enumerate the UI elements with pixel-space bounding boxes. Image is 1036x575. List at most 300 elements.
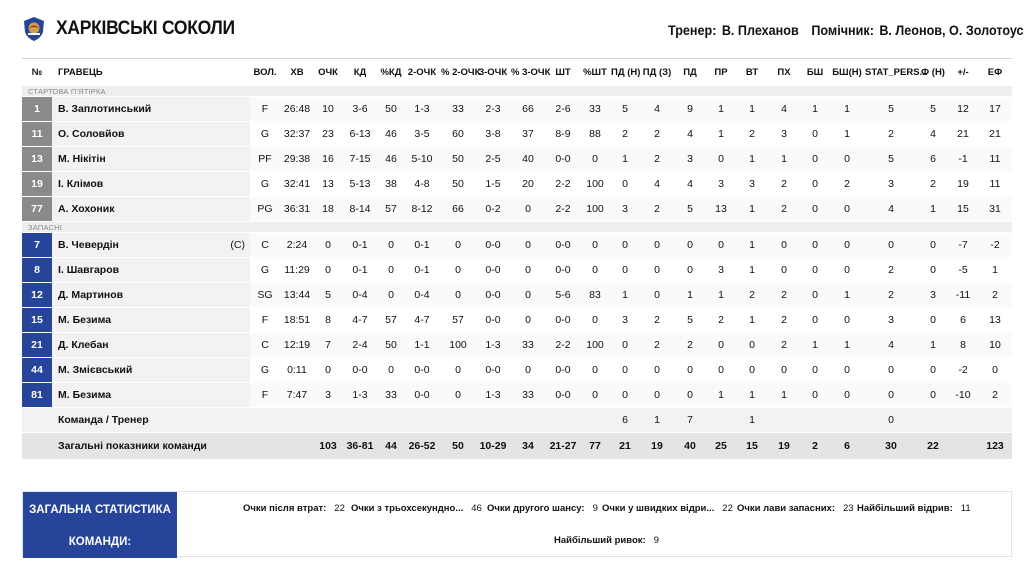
stat-cell: 2-2	[546, 333, 580, 358]
stat-cell: 1	[736, 308, 768, 333]
stat-cell: 0	[800, 308, 830, 333]
stat-cell: G	[250, 122, 280, 147]
stat-cell: 0	[736, 333, 768, 358]
stat-cell: 0-0	[546, 383, 580, 408]
stat-cell: 1	[918, 197, 948, 222]
section-label-row	[22, 86, 1012, 97]
column-header[interactable]: ВОЛ.	[253, 66, 277, 78]
player-name-cell[interactable]	[52, 283, 250, 308]
stat-cell: -1	[948, 147, 978, 172]
column-header[interactable]: +/-	[957, 66, 969, 78]
player-row[interactable]	[22, 383, 1012, 408]
stat-cell: 0-1	[404, 258, 440, 283]
stat-cell: 1	[706, 383, 736, 408]
stat-cell: 0	[640, 233, 674, 258]
stat-cell: 57	[440, 308, 476, 333]
stat-cell: 0	[674, 358, 706, 383]
stat-cell: 2-6	[546, 97, 580, 122]
stat-cell: 1	[736, 408, 768, 433]
stat-cell: 44	[378, 433, 404, 460]
stat-cell	[948, 408, 978, 433]
stat-cell: 2-5	[476, 147, 510, 172]
stat-points-off-turnovers: Очки після втрат: 22	[243, 503, 345, 514]
stat-cell: 21-27	[546, 433, 580, 460]
stat-cell: 0	[768, 258, 800, 283]
stat-cell: 2:24	[280, 233, 314, 258]
column-header[interactable]: ПД	[683, 66, 697, 78]
stat-cell: 19	[640, 433, 674, 460]
stat-cell: 3	[768, 122, 800, 147]
stat-cell: 0	[440, 233, 476, 258]
stat-cell: 0	[580, 258, 610, 283]
stat-cell: 9	[674, 97, 706, 122]
stat-cell	[768, 408, 800, 433]
stat-cell: 2	[768, 172, 800, 197]
stat-cell: 8	[948, 333, 978, 358]
stat-cell: 5-13	[342, 172, 378, 197]
stat-cell: G	[250, 172, 280, 197]
stat-cell	[546, 408, 580, 433]
stat-cell: 2	[978, 283, 1012, 308]
stat-cell: 10	[314, 97, 342, 122]
column-header[interactable]: 3-ОЧК	[478, 66, 508, 78]
stat-cell: 4-8	[404, 172, 440, 197]
jersey-number: 77	[22, 197, 52, 222]
stat-cell: 5-10	[404, 147, 440, 172]
stat-cell: 0	[610, 333, 640, 358]
stat-cell: 4	[918, 122, 948, 147]
stat-cell: 2-3	[476, 97, 510, 122]
stat-cell: 0	[830, 308, 864, 333]
stat-cell: 34	[510, 433, 546, 460]
player-row[interactable]	[22, 358, 1012, 383]
stat-cell: 3	[674, 147, 706, 172]
stat-cell	[342, 408, 378, 433]
column-header[interactable]: ЕФ	[987, 66, 1003, 78]
stat-cell: 36:31	[280, 197, 314, 222]
stat-cell: F	[250, 97, 280, 122]
team-logo-icon	[24, 17, 44, 41]
stat-cell: 15	[948, 197, 978, 222]
stat-cell: 0-0	[546, 308, 580, 333]
column-header[interactable]: БШ	[806, 66, 824, 78]
stat-cell: 0	[830, 258, 864, 283]
stat-cell: 1	[800, 333, 830, 358]
stat-cell: 0	[440, 383, 476, 408]
stat-cell: 3	[610, 308, 640, 333]
empty-cell	[22, 433, 52, 460]
team-summary-title	[23, 492, 177, 558]
stat-cell: 77	[580, 433, 610, 460]
stat-cell: 7	[314, 333, 342, 358]
jersey-number: 11	[22, 122, 52, 147]
stat-cell: 4	[674, 172, 706, 197]
column-header[interactable]: №	[31, 66, 43, 78]
player-row[interactable]	[22, 197, 1012, 222]
stat-cell: 11	[978, 172, 1012, 197]
stat-cell: 3-8	[476, 122, 510, 147]
stat-cell: 0-0	[342, 358, 378, 383]
stat-cell: 0	[918, 258, 948, 283]
stat-cell: 50	[378, 333, 404, 358]
stat-biggest-run: Найбільший ривок: 9	[554, 535, 659, 546]
player-name: М. Безима	[58, 314, 112, 326]
stat-cell: 1	[640, 408, 674, 433]
team-title: ХАРКІВСЬКІ СОКОЛИ	[56, 18, 235, 39]
stat-cell: 3	[314, 383, 342, 408]
stat-cell: 0	[610, 383, 640, 408]
stat-cell: 26:48	[280, 97, 314, 122]
stat-cell: 33	[510, 383, 546, 408]
stat-cell: 1	[830, 333, 864, 358]
stat-cell: 0	[510, 258, 546, 283]
stat-cell: -11	[948, 283, 978, 308]
column-header[interactable]: ПХ	[777, 66, 791, 78]
team-coach-row	[22, 408, 1012, 433]
stat-cell: 5	[610, 97, 640, 122]
column-header[interactable]: ПД (Н)	[611, 66, 641, 78]
stat-cell: 0	[580, 358, 610, 383]
stat-cell: 0	[510, 308, 546, 333]
stat-cell: 40	[674, 433, 706, 460]
stat-cell: -10	[948, 383, 978, 408]
player-row[interactable]	[22, 258, 1012, 283]
stat-cell: 2-2	[546, 172, 580, 197]
stat-cell: 23	[314, 122, 342, 147]
stat-cell: 2	[768, 308, 800, 333]
stat-cell: 0-1	[404, 233, 440, 258]
stat-cell: 13:44	[280, 283, 314, 308]
stat-cell: 2	[706, 308, 736, 333]
stat-cell: 1	[610, 283, 640, 308]
column-header[interactable]: Ф (Н)	[921, 66, 945, 78]
stat-cell: 1	[736, 233, 768, 258]
jersey-number: 15	[22, 308, 52, 333]
stat-cell: 3	[736, 172, 768, 197]
stat-cell: 4	[640, 172, 674, 197]
stat-cell	[476, 408, 510, 433]
stat-cell	[706, 408, 736, 433]
stat-cell: 8	[314, 308, 342, 333]
column-header[interactable]: ШТ	[555, 66, 571, 78]
player-row[interactable]	[22, 97, 1012, 122]
stat-cell: 0	[918, 233, 948, 258]
team-totals-row-label: Загальні показники команди	[52, 433, 250, 460]
stat-cell: 66	[510, 97, 546, 122]
stat-cell: 1	[978, 258, 1012, 283]
stat-cell: 0-0	[546, 233, 580, 258]
column-header[interactable]: ВТ	[745, 66, 759, 78]
stat-cell: 66	[440, 197, 476, 222]
stat-cell: 0	[610, 358, 640, 383]
column-header[interactable]: ОЧК	[318, 66, 338, 78]
stat-cell: 8-14	[342, 197, 378, 222]
coach-label: Тренер:	[668, 22, 717, 38]
coaching-staff	[668, 22, 1024, 38]
stat-cell: 1-1	[404, 333, 440, 358]
stat-cell: 0	[706, 358, 736, 383]
stat-cell: 0	[864, 408, 918, 433]
column-header[interactable]: ПР	[714, 66, 728, 78]
stat-cell: 1	[736, 258, 768, 283]
stat-cell: 0	[510, 197, 546, 222]
player-row[interactable]	[22, 308, 1012, 333]
stat-cell: 21	[978, 122, 1012, 147]
column-header[interactable]: % 2-ОЧК	[441, 66, 481, 78]
jersey-number: 21	[22, 333, 52, 358]
stat-cell: 0	[314, 258, 342, 283]
stat-cell: 12:19	[280, 333, 314, 358]
stat-cell: 3	[864, 172, 918, 197]
stat-cell: 0	[830, 358, 864, 383]
column-header[interactable]: ГРАВЕЦЬ	[58, 66, 103, 78]
stat-cell: 0	[800, 233, 830, 258]
stat-cell: -7	[948, 233, 978, 258]
stat-cell: 0-0	[546, 147, 580, 172]
stat-cell: 1	[800, 97, 830, 122]
table-header-row	[22, 58, 1012, 86]
player-name-cell[interactable]	[52, 258, 250, 283]
stat-biggest-lead: Найбільший відрив: 11	[857, 503, 971, 514]
stat-cell: F	[250, 308, 280, 333]
captain-badge: (C)	[230, 239, 245, 251]
stat-cell: 38	[378, 172, 404, 197]
stat-cell	[250, 433, 280, 460]
column-header[interactable]: %КД	[380, 66, 402, 78]
stat-cell: 10-29	[476, 433, 510, 460]
stat-cell: 1	[706, 122, 736, 147]
stat-cell: 0	[674, 383, 706, 408]
stat-cell: 30	[864, 433, 918, 460]
stat-cell: 13	[314, 172, 342, 197]
stat-cell: 0-0	[476, 283, 510, 308]
stat-cell: 2	[640, 122, 674, 147]
coach-name: В. Плеханов	[721, 22, 799, 38]
player-name-cell[interactable]	[52, 383, 250, 408]
stat-cell	[800, 408, 830, 433]
stat-cell: 0	[314, 358, 342, 383]
stat-cell: 0-0	[404, 383, 440, 408]
stat-cell: 0	[800, 383, 830, 408]
player-name-cell[interactable]	[52, 172, 250, 197]
jersey-number: 7	[22, 233, 52, 258]
box-score-table	[22, 58, 1012, 460]
stat-cell: 11:29	[280, 258, 314, 283]
stat-cell: 33	[510, 333, 546, 358]
stat-cell: 6-13	[342, 122, 378, 147]
column-header[interactable]: % 3-ОЧК	[511, 66, 551, 78]
column-header[interactable]: ХВ	[290, 66, 304, 78]
stat-cell: 26-52	[404, 433, 440, 460]
stat-cell: 0	[440, 358, 476, 383]
column-header[interactable]: 2-ОЧК	[407, 66, 437, 78]
section-label: ЗАПАСНІ	[22, 222, 1012, 233]
stat-cell: 6	[948, 308, 978, 333]
stat-cell: 20	[510, 172, 546, 197]
stat-cell: 0	[610, 233, 640, 258]
stat-cell: 1-3	[476, 333, 510, 358]
stat-paint-points: Очки з трьохсекундно... 46	[351, 503, 482, 514]
stat-cell: 2	[768, 283, 800, 308]
player-name-cell[interactable]	[52, 358, 250, 383]
stat-cell: 0	[800, 283, 830, 308]
player-row[interactable]	[22, 233, 1012, 258]
stat-cell: 0	[378, 233, 404, 258]
stat-cell: 2	[918, 172, 948, 197]
stat-cell: -5	[948, 258, 978, 283]
stat-cell: 83	[580, 283, 610, 308]
stat-cell: 5	[314, 283, 342, 308]
stat-cell: 0-0	[476, 308, 510, 333]
section-label: СТАРТОВА П'ЯТІРКА	[22, 86, 1012, 97]
stat-cell: 0	[830, 383, 864, 408]
column-header[interactable]: %ШТ	[583, 66, 607, 78]
column-header[interactable]: STAT_PERS...	[865, 66, 928, 78]
player-row[interactable]	[22, 122, 1012, 147]
stat-cell: 0	[378, 358, 404, 383]
player-name-cell[interactable]	[52, 333, 250, 358]
jersey-number: 1	[22, 97, 52, 122]
stat-cell: 5	[918, 97, 948, 122]
player-row[interactable]	[22, 172, 1012, 197]
stat-second-chance-points: Очки другого шансу: 9	[487, 503, 598, 514]
stat-cell: 0-0	[476, 258, 510, 283]
stat-cell	[250, 408, 280, 433]
stat-cell: 2	[640, 147, 674, 172]
player-name: Д. Мартинов	[58, 289, 124, 301]
stat-cell: 31	[978, 197, 1012, 222]
player-name-cell[interactable]	[52, 97, 250, 122]
stat-cell: 57	[378, 308, 404, 333]
stat-cell: 1	[706, 283, 736, 308]
stat-cell: 0-0	[476, 233, 510, 258]
player-name-cell[interactable]	[52, 122, 250, 147]
stat-cell: 0	[706, 233, 736, 258]
player-name-cell[interactable]	[52, 308, 250, 333]
header	[0, 0, 1024, 58]
stat-cell: 0-0	[546, 358, 580, 383]
stat-cell: 1	[918, 333, 948, 358]
stat-cell: 3	[706, 258, 736, 283]
stat-cell: 0	[918, 358, 948, 383]
stat-cell: 1	[736, 97, 768, 122]
team-summary-panel	[22, 491, 1012, 557]
jersey-number: 44	[22, 358, 52, 383]
stat-cell: 123	[978, 433, 1012, 460]
stat-cell: 100	[580, 197, 610, 222]
stat-cell: 0	[580, 383, 610, 408]
stat-cell: 12	[948, 97, 978, 122]
stat-cell: 3	[918, 283, 948, 308]
stat-cell: 8-9	[546, 122, 580, 147]
jersey-number: 19	[22, 172, 52, 197]
stat-cell: 0	[640, 358, 674, 383]
stat-cell: 0	[830, 147, 864, 172]
stat-cell: 0	[800, 122, 830, 147]
stat-cell: 7-15	[342, 147, 378, 172]
stat-cell: 4	[864, 333, 918, 358]
stat-cell: 0	[378, 258, 404, 283]
stat-cell: 18:51	[280, 308, 314, 333]
stat-cell: 6	[830, 433, 864, 460]
stat-cell: -2	[978, 233, 1012, 258]
stat-cell: 0	[800, 358, 830, 383]
column-header[interactable]: БШ(Н)	[832, 66, 862, 78]
stat-cell: 46	[378, 147, 404, 172]
player-name: В. Заплотинський	[58, 103, 152, 115]
player-row[interactable]	[22, 333, 1012, 358]
stat-cell: 1	[830, 97, 864, 122]
stat-cell: 60	[440, 122, 476, 147]
stat-cell: 0	[800, 197, 830, 222]
assistant-names: В. Леонов, О. Золотоус	[879, 22, 1024, 38]
stat-cell: 50	[440, 172, 476, 197]
stat-cell: 1	[768, 147, 800, 172]
player-row[interactable]	[22, 283, 1012, 308]
stat-cell: 1	[830, 122, 864, 147]
team-coach-row-label: Команда / Тренер	[52, 408, 250, 433]
column-header[interactable]: КД	[353, 66, 367, 78]
stat-cell: 21	[948, 122, 978, 147]
stat-cell: 1	[736, 383, 768, 408]
stat-cell: 1	[736, 197, 768, 222]
stat-cell: 15	[736, 433, 768, 460]
stat-cell	[948, 433, 978, 460]
stat-cell: 0	[440, 283, 476, 308]
jersey-number: 12	[22, 283, 52, 308]
stat-cell: 0-1	[342, 258, 378, 283]
stat-cell: 1-3	[342, 383, 378, 408]
stat-cell: 0	[640, 258, 674, 283]
stat-cell: 6	[918, 147, 948, 172]
stat-cell: G	[250, 258, 280, 283]
stat-cell: 0:11	[280, 358, 314, 383]
player-name-cell[interactable]	[52, 233, 250, 258]
player-name-cell[interactable]	[52, 197, 250, 222]
stat-cell: 1	[706, 97, 736, 122]
player-name: І. Клімов	[58, 178, 104, 190]
stat-cell: 5	[864, 97, 918, 122]
stat-cell: 0	[706, 147, 736, 172]
stat-cell	[830, 408, 864, 433]
stat-cell: 2	[736, 122, 768, 147]
stat-cell: 100	[580, 333, 610, 358]
player-name-cell[interactable]	[52, 147, 250, 172]
stat-cell: 32:41	[280, 172, 314, 197]
stat-cell: 5	[864, 147, 918, 172]
stat-cell: 0	[610, 258, 640, 283]
stat-cell: 0	[640, 383, 674, 408]
stat-cell: C	[250, 233, 280, 258]
column-header[interactable]: ПД (З)	[642, 66, 672, 78]
player-name: М. Змієвський	[58, 364, 133, 376]
stat-cell: 0-1	[342, 233, 378, 258]
stat-cell: 57	[378, 197, 404, 222]
stat-cell: 11	[978, 147, 1012, 172]
assistant-label: Помічник:	[811, 22, 874, 38]
stat-cell: 0	[830, 197, 864, 222]
player-row[interactable]	[22, 147, 1012, 172]
stat-cell	[404, 408, 440, 433]
stat-cell: 3	[706, 172, 736, 197]
player-name: О. Соловйов	[58, 128, 125, 140]
player-name: М. Безима	[58, 389, 112, 401]
stat-cell	[314, 408, 342, 433]
stat-cell: 1-3	[476, 383, 510, 408]
stat-cell: 33	[440, 97, 476, 122]
stat-cell: 0-4	[404, 283, 440, 308]
stat-cell: 0	[580, 233, 610, 258]
